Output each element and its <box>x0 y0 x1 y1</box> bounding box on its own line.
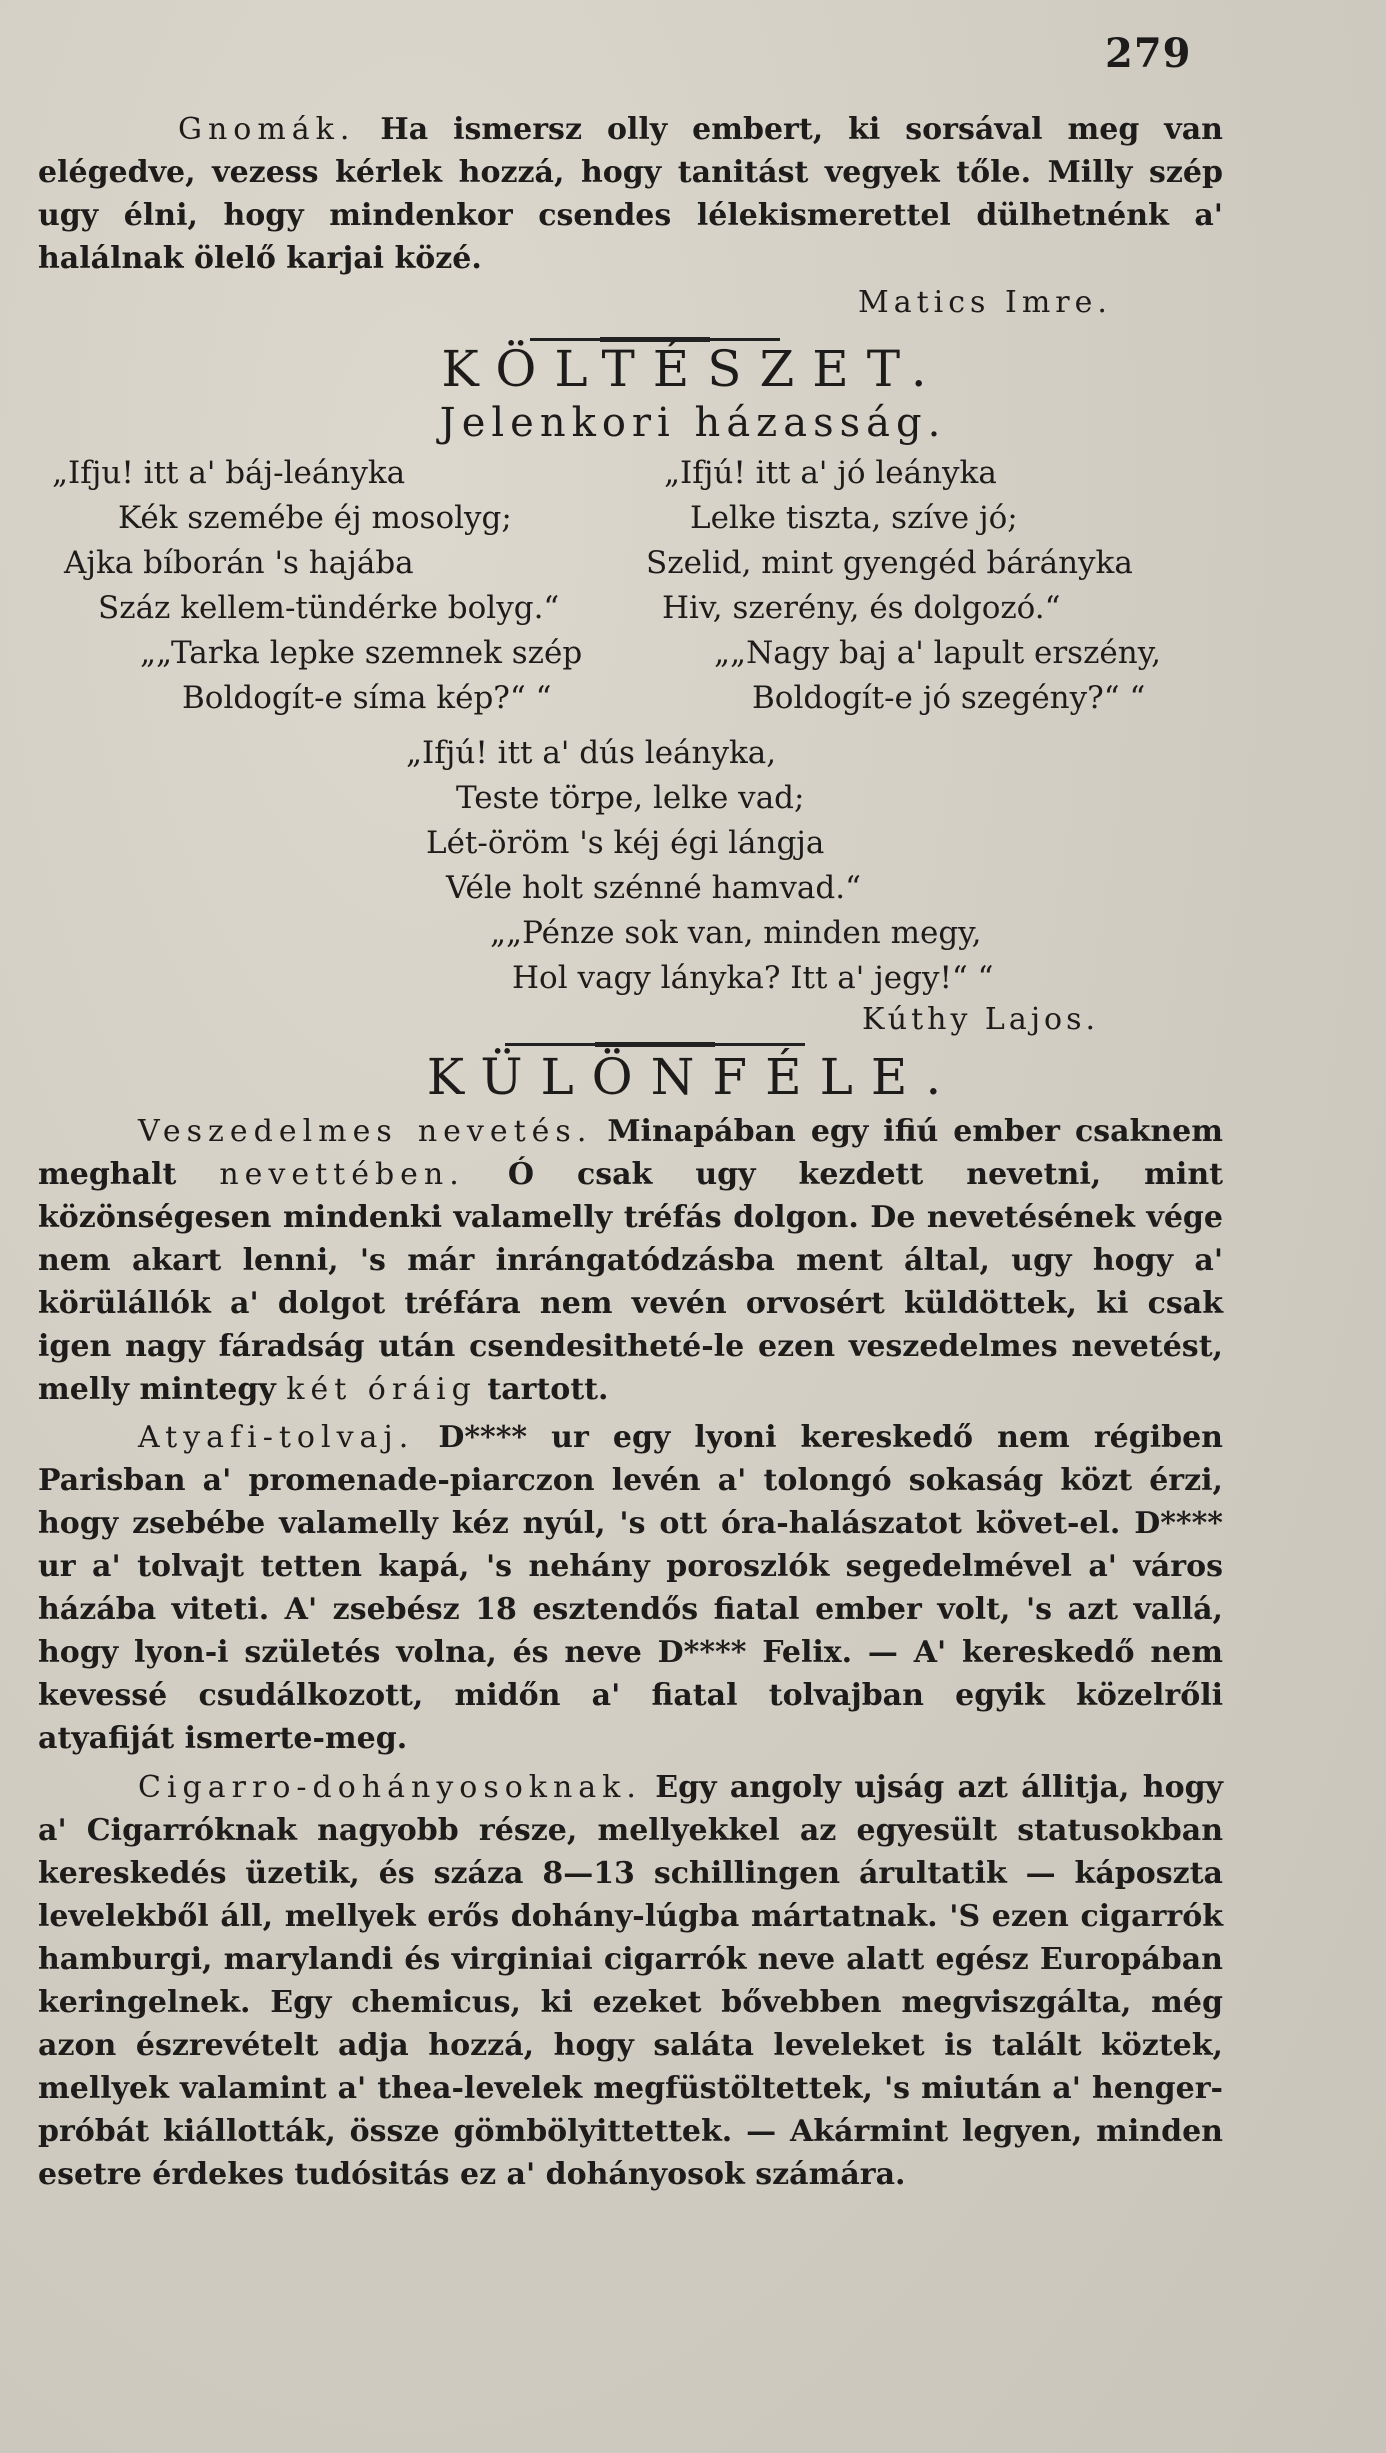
poem-line: Lét-öröm 's kéj égi lángja <box>426 825 825 861</box>
poem-line: Lelke tiszta, szíve jó; <box>690 500 1018 536</box>
poem-line: Ajka bíborán 's hajába <box>64 545 414 581</box>
poem-line: Véle holt szénné hamvad.“ <box>446 870 861 906</box>
poem-author: Kúthy Lajos. <box>862 1002 1100 1037</box>
poem-line: „„Nagy baj a' lapult erszény, <box>714 635 1161 671</box>
news-text: tartott. <box>487 1372 609 1407</box>
news-label: Veszedelmes nevetés. <box>138 1114 593 1149</box>
poem-line: Kék szemébe éj mosolyg; <box>118 500 512 536</box>
gnomak-author: Matics Imre. <box>858 285 1112 320</box>
news-label: Atyafi-tolvaj. <box>138 1420 415 1455</box>
poem-line: Hiv, szerény, és dolgozó.“ <box>662 590 1061 626</box>
news-label: Cigarro-dohányosoknak. <box>138 1770 642 1805</box>
gnomak-label: Gnomák. <box>178 112 356 147</box>
poem-line: „Ifjú! itt a' dús leányka, <box>406 735 777 771</box>
poem-line: Boldogít-e síma kép?“ “ <box>182 680 552 716</box>
section-divider <box>505 1043 805 1046</box>
news-paragraph <box>38 1416 1223 1760</box>
poem-line: Hol vagy lányka? Itt a' jegy!“ “ <box>512 960 994 996</box>
poem-title: Jelenkori házasság. <box>439 400 947 446</box>
news-text: Egy angoly ujság azt állitja, hogy a' Cigarróknak nagyobb része, mellyekkel az egyesült statusokban kereskedés üzetik, és száza 8—13 schillingen árultatik — káposzta levelekből áll, mellyek erős dohány-lúgba mártatnak. 'S ezen cigarrók hamburgi, marylandi és virginiai cigarrók neve alatt egész Europában keringelnek. Egy chemicus, ki ezeket bővebben megviszgálta, még azon észrevételt adja hozzá, hogy saláta leveleket is talált köztek, mellyek valamint a' thea-levelek megfüstöltettek, 's miután a' henger-próbát kiállották, össze gömbölyittettek. — Akármint legyen, minden esetre érdekes tudósitás ez a' dohányosok számára. <box>38 1770 1223 2192</box>
gnomak-text: Ha ismersz olly embert, ki sorsával meg van elégedve, vezess kérlek hozzá, hogy tanitást vegyek tőle. Milly szép ugy élni, hogy mindenkor csendes lélekismerettel dülhetnénk a' halálnak ölelő karjai közé. <box>38 112 1223 276</box>
poem-line: Teste törpe, lelke vad; <box>456 780 805 816</box>
news-text: D**** ur egy lyoni kereskedő nem régiben Parisban a' promenade-piarczon levén a' tolongó sokaság közt érzi, hogy zsebébe valamelly kéz nyúl, 's ott óra-halászatot követ-el. D**** ur a' tolvajt tetten kapá, 's nehány poroszlók segedelmével a' város házába viteti. A' zsebész 18 esztendős fiatal ember volt, 's azt vallá, hogy lyon-i születés volna, és neve D**** Felix. — A' kereskedő nem kevessé csudálkozott, midőn a' fiatal tolvajban egyik közelrőli atyafiját ismerte-meg. <box>38 1420 1223 1756</box>
gnomak-paragraph <box>38 108 1223 280</box>
section-heading-kolteszet: KÖLTÉSZET. <box>441 340 945 398</box>
section-heading-kulonfele: KÜLÖNFÉLE. <box>426 1048 960 1106</box>
news-paragraph <box>38 1766 1223 2196</box>
news-paragraph <box>38 1110 1223 1411</box>
spaced-emphasis: két óráig <box>286 1372 477 1407</box>
poem-line: Boldogít-e jó szegény?“ “ <box>752 680 1146 716</box>
poem-line: Szelid, mint gyengéd bárányka <box>646 545 1133 581</box>
spaced-emphasis: nevettében. <box>219 1157 465 1192</box>
news-text: Ó csak ugy kezdett nevetni, mint közönségesen mindenki valamelly tréfás dolgon. De nevetésének vége nem akart lenni, 's már inrángatódzásba ment által, ugy hogy a' körülállók a' dolgot tréfára nem vevén orvosért küldöttek, ki csak igen nagy fáradság után csendesitheté-le ezen veszedelmes nevetést, melly mintegy <box>38 1157 1223 1407</box>
poem-line: „„Pénze sok van, minden megy, <box>490 915 982 951</box>
poem-line: „Ifjú! itt a' jó leányka <box>664 455 997 491</box>
page-number: 279 <box>1105 30 1192 77</box>
poem-line: „„Tarka lepke szemnek szép <box>140 635 583 671</box>
poem-line: Száz kellem-tündérke bolyg.“ <box>98 590 560 626</box>
poem-line: „Ifju! itt a' báj-leányka <box>52 455 406 491</box>
news-text: Minapában egy ifiú ember csaknem meghalt <box>38 1114 1223 1192</box>
